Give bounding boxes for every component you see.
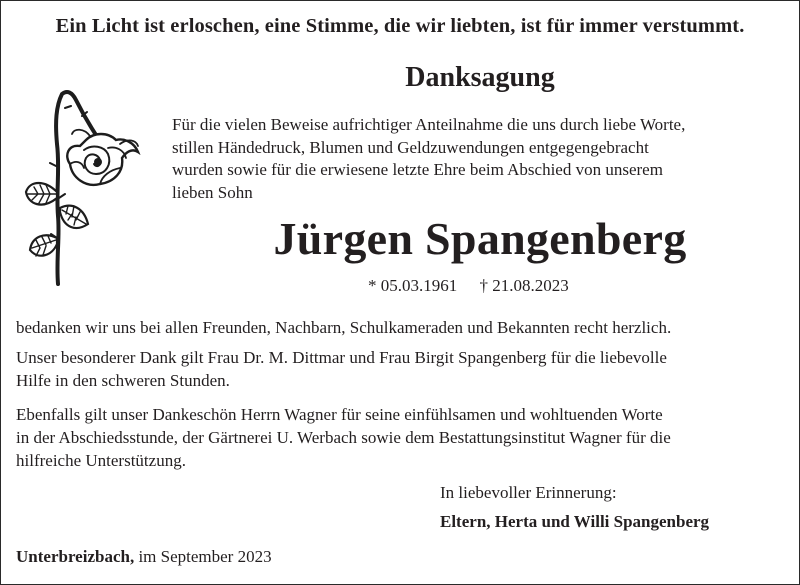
place-and-date [16,547,272,567]
paragraph-line: Ebenfalls gilt unser Dankeschön Herrn Wagner für seine einfühlsamen und wohltuenden Worte [16,405,663,424]
intro-line: Für die vielen Beweise aufrichtiger Anteilnahme die uns durch liebe Worte, [172,115,686,134]
paragraph-line: Unser besonderer Dank gilt Frau Dr. M. Dittmar und Frau Birgit Spangenberg für die liebevolle [16,348,667,367]
page-title: Danksagung [405,62,555,93]
intro-text [172,114,782,204]
thanks-paragraph: bedanken wir uns bei allen Freunden, Nachbarn, Schulkameraden und Bekannten recht herzlich. [16,318,672,337]
paragraph-line: hilfreiche Unterstützung. [16,451,186,470]
death-date: † 21.08.2023 [479,276,569,295]
life-dates [368,276,569,296]
birth-date: * 05.03.1961 [368,276,458,295]
intro-line: lieben Sohn [172,182,253,202]
closing-phrase: In liebevoller Erinnerung: [440,483,617,502]
family-signature: Eltern, Herta und Willi Spangenberg [440,512,710,531]
paragraph-line: in der Abschiedsstunde, der Gärtnerei U. Werbach sowie dem Bestattungsinstitut Wagner für die [16,428,671,447]
headline: Ein Licht ist erloschen, eine Stimme, die wir liebten, ist für immer verstummt. [55,15,745,37]
intro-line: stillen Händedruck, Blumen und Geldzuwendungen entgegengebracht [172,137,649,157]
paragraph-line: Hilfe in den schweren Stunden. [16,371,230,390]
special-thanks-paragraph [16,346,791,392]
notice-date: im September 2023 [138,547,272,566]
intro-line: wurden sowie für die erwiesene letzte Ehre beim Abschied von unserem [172,160,663,180]
wilted-rose-icon [20,88,145,293]
further-thanks-paragraph [16,403,791,472]
place-name: Unterbreizbach, [16,547,135,566]
deceased-name: Jürgen Spangenberg [273,213,687,264]
